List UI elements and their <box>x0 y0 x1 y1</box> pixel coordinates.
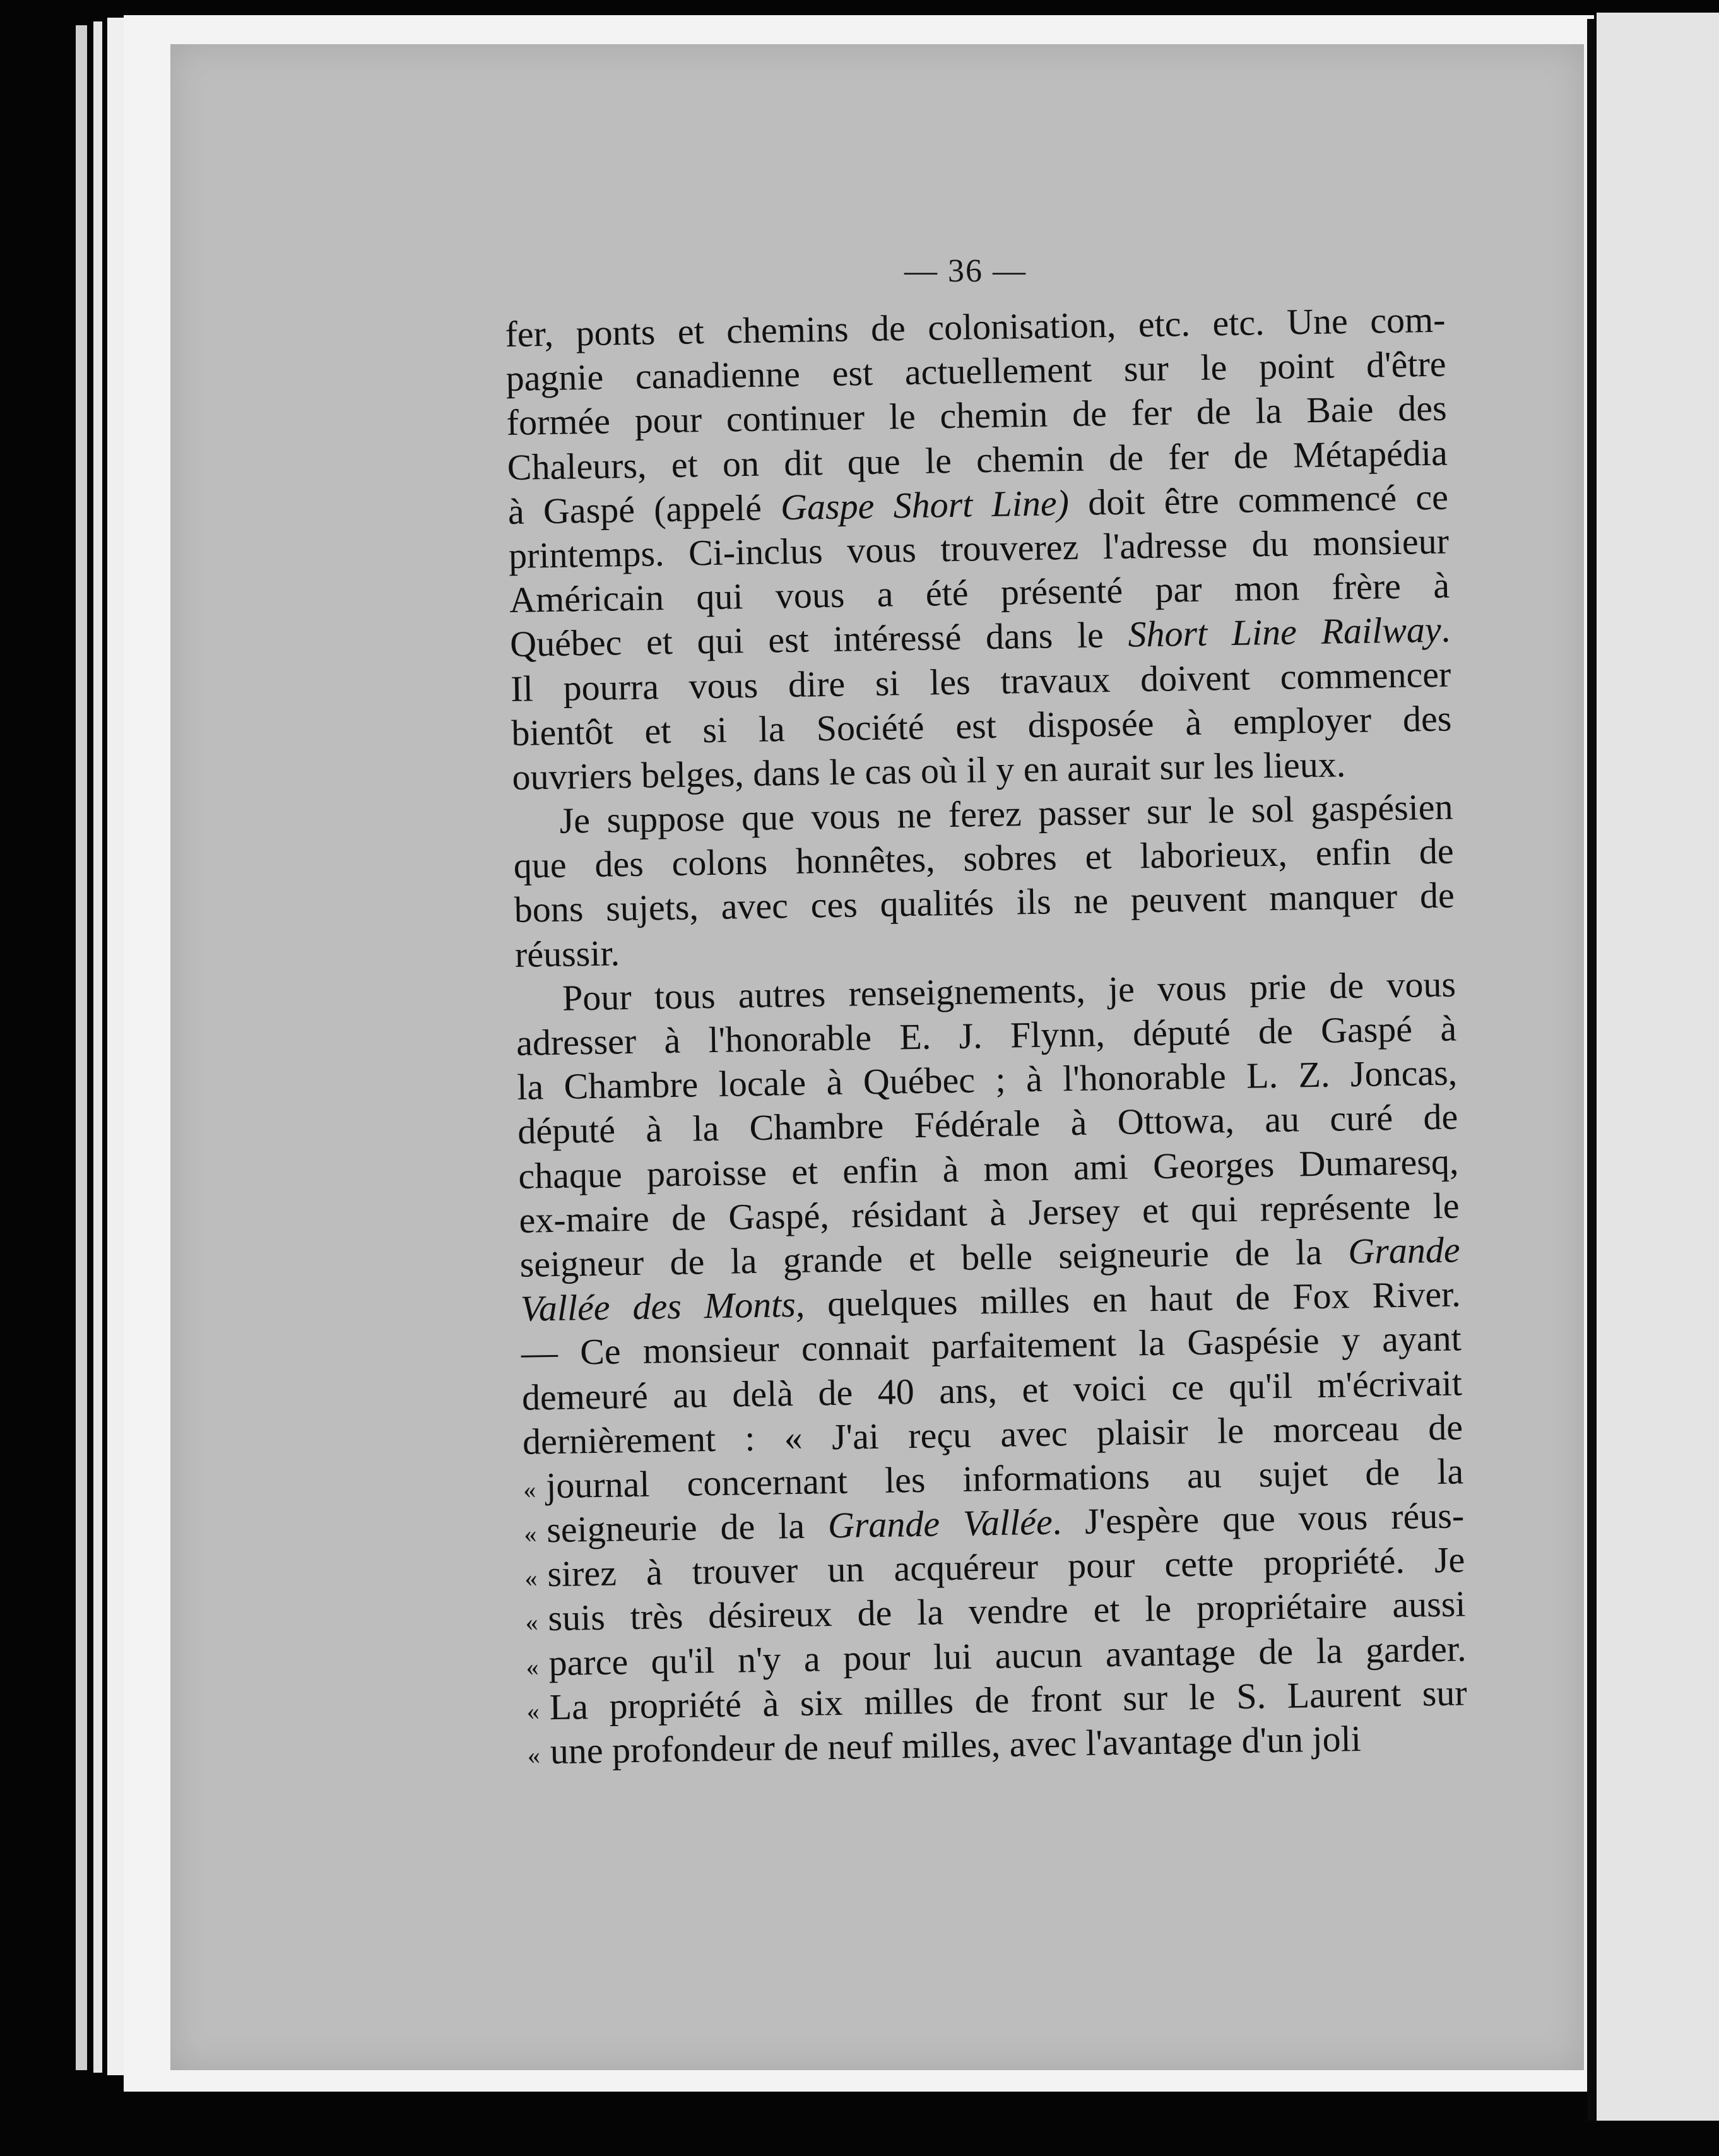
line-text: Il pourra vous dire si les travaux doivent commencer <box>510 653 1451 709</box>
line-text: . J'espère que vous réus- <box>1052 1495 1465 1543</box>
line-text: une profondeur de neuf milles, avec l'avantage d'un joli <box>550 1717 1362 1772</box>
line-text: Je suppose que vous ne ferez passer sur le sol gaspésien <box>559 786 1453 841</box>
line-text: ex-maire de Gaspé, résidant à Jersey et qui représente le <box>519 1185 1460 1241</box>
line-text: doit être commencé ce <box>1068 476 1449 523</box>
italic-text: Vallée des Monts, <box>520 1283 805 1329</box>
line-text: chaque paroisse et enfin à mon ami Georges Dumaresq, <box>517 1140 1459 1197</box>
line-text: printemps. Ci-inclus vous trouverez l'adresse du monsieur <box>508 520 1450 576</box>
line-text: . <box>1441 608 1451 651</box>
line-text: que des colons honnêtes, sobres et laborieux, enfin de <box>513 830 1455 887</box>
line-text: quelques milles en haut de Fox River. <box>804 1273 1462 1325</box>
adjacent-page <box>1597 13 1719 2121</box>
line-text: adresser à l'honorable E. J. Flynn, député de Gaspé à <box>516 1007 1457 1063</box>
body-text <box>505 298 1468 1774</box>
line-text: — Ce monsieur connait parfaitement la Gaspésie y ayant <box>521 1317 1462 1374</box>
line-text: sirez à trouver un acquéreur pour cette propriété. Je <box>546 1539 1465 1595</box>
quote-mark: « <box>524 1519 537 1548</box>
line-text: seigneurie de la <box>546 1505 829 1551</box>
line-text: à Gaspé (appelé <box>507 486 781 532</box>
line-text: ouvriers belges, dans le cas où il y en aurait sur les lieux. <box>512 743 1346 798</box>
line-text: Pour tous autres renseignements, je vous prie de vous <box>562 963 1456 1019</box>
line-text: formée pour continuer le chemin de fer de la Baie des <box>506 387 1448 444</box>
quote-mark: « <box>526 1697 540 1726</box>
page-gutter <box>1587 19 1596 2121</box>
line-text: journal concernant les informations au sujet de la <box>545 1450 1464 1507</box>
italic-text: Gaspe Short Line) <box>780 482 1070 528</box>
quote-mark: « <box>526 1652 540 1681</box>
line-text: Chaleurs, et on dit que le chemin de fer de Métapédia <box>507 432 1448 488</box>
line-text: suis très désireux de la vendre et le propriétaire aussi <box>547 1583 1466 1639</box>
line-text: député à la Chambre Fédérale à Ottowa, au curé de <box>517 1096 1458 1152</box>
quote-mark: « <box>527 1741 541 1770</box>
page-edge <box>93 21 102 2073</box>
line-text: La propriété à six milles de front sur le S. Laurent sur <box>549 1672 1468 1727</box>
line-text: la Chambre locale à Québec ; à l'honorable L. Z. Joncas, <box>516 1051 1458 1108</box>
page-number: — 36 — <box>904 253 1027 289</box>
page-edge <box>76 25 87 2070</box>
line-text: parce qu'il n'y a pour lui aucun avantage de la garder. <box>548 1627 1467 1683</box>
italic-text: Grande Vallée <box>827 1501 1053 1546</box>
quote-mark: « <box>525 1608 538 1637</box>
italic-text: Grande <box>1347 1229 1461 1272</box>
italic-text: Short Line Railway <box>1127 609 1442 655</box>
line-text: demeuré au delà de 40 ans, et voici ce qu'il m'écrivait <box>521 1361 1463 1418</box>
line-text: seigneur de la grande et belle seigneurie de la <box>519 1231 1349 1285</box>
line-text: bientôt et si la Société est disposée à employer des <box>511 697 1452 754</box>
line-text: Américain qui vous a été présenté par mon frère à <box>509 564 1450 621</box>
line-text: réussir. <box>514 932 620 975</box>
quote-mark: « <box>523 1475 536 1504</box>
line-text: pagnie canadienne est actuellement sur le point d'être <box>505 343 1446 400</box>
line-text: Québec et qui est intéressé dans le <box>509 613 1128 665</box>
line-text: bons sujets, avec ces qualités ils ne peuvent manquer de <box>514 874 1455 931</box>
line-text: dernièrement : « J'ai reçu avec plaisir le morceau de <box>522 1406 1463 1462</box>
line-text: fer, ponts et chemins de colonisation, etc. etc. Une com- <box>505 299 1446 355</box>
quote-mark: « <box>524 1563 538 1592</box>
